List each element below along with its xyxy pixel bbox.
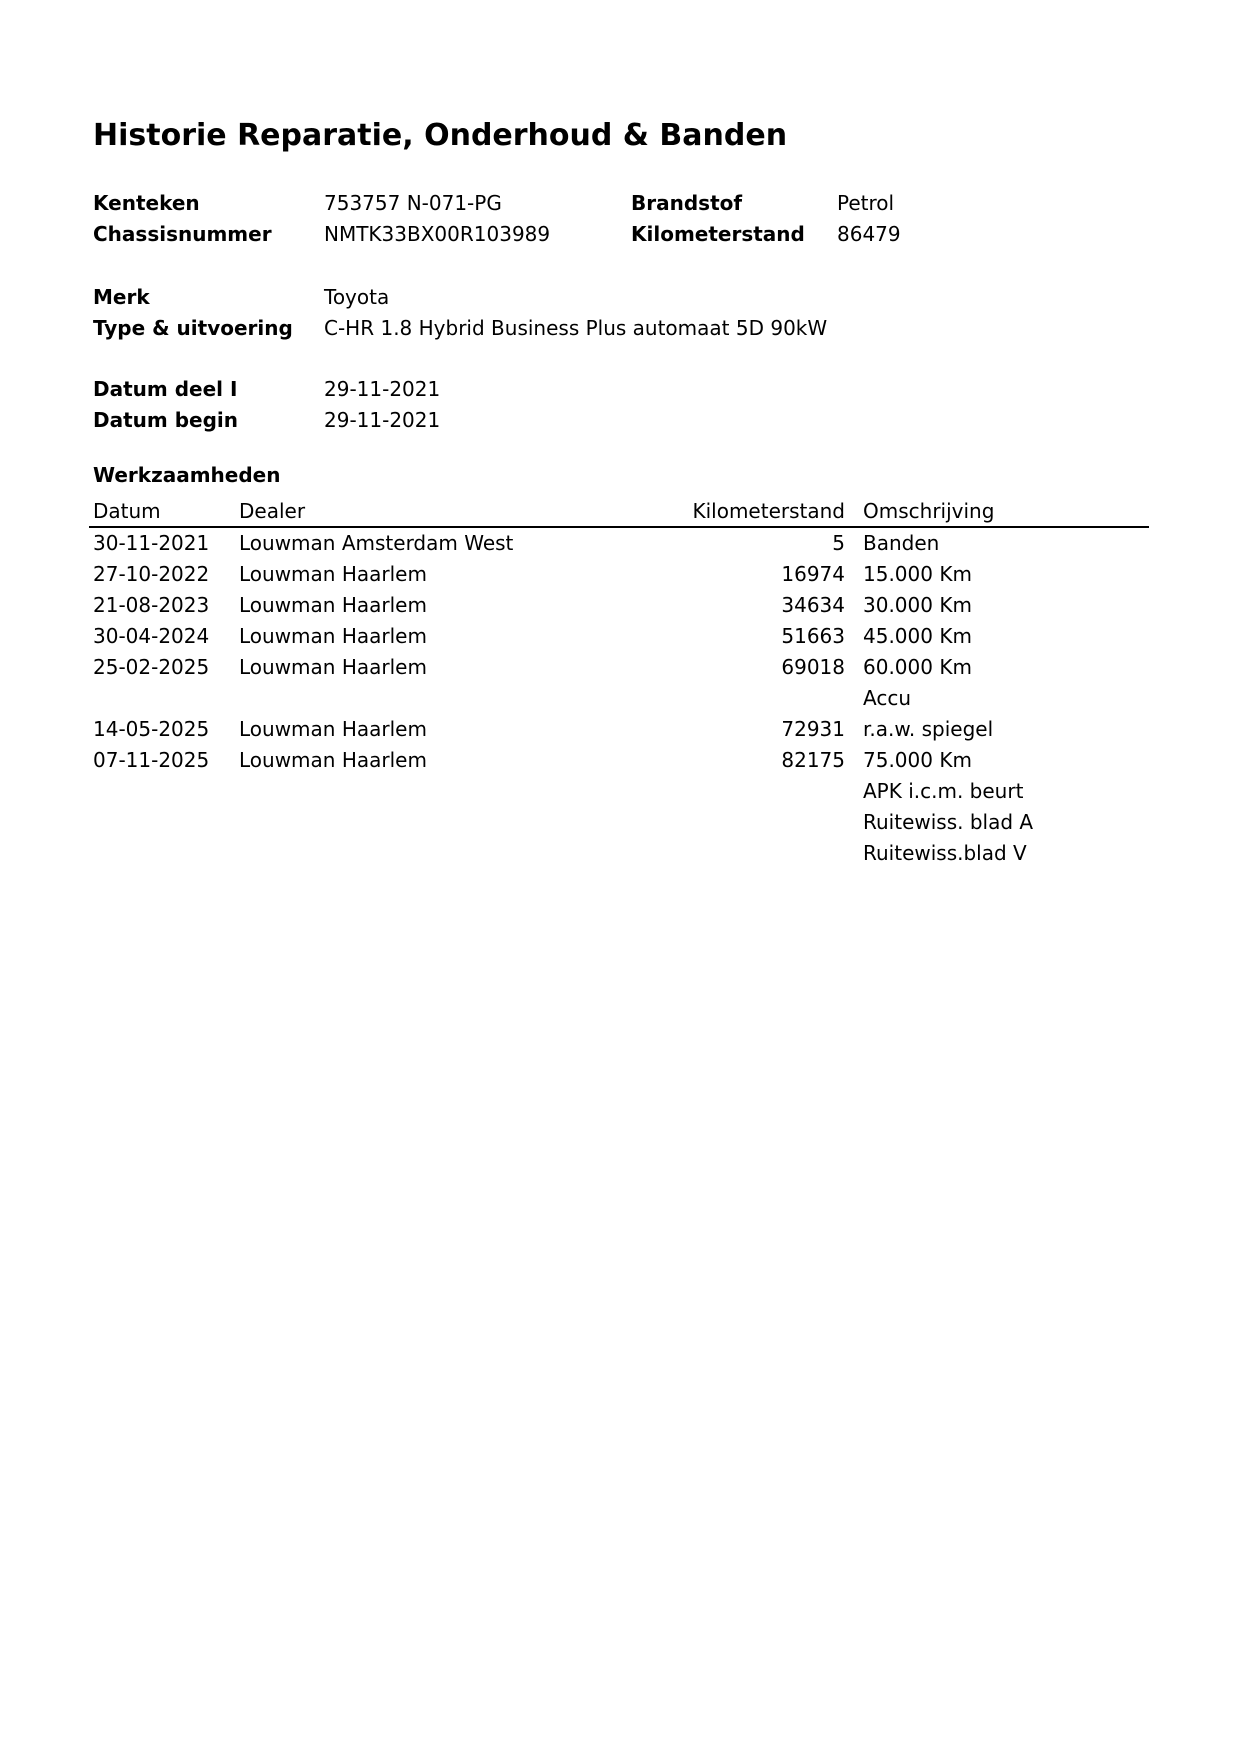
info-row-kenteken <box>0 188 1241 218</box>
brandstof-label: Brandstof <box>631 191 743 215</box>
cell-datum: 25-02-2025 <box>93 655 210 679</box>
cell-datum: 07-11-2025 <box>93 748 210 772</box>
table-row <box>89 838 1149 869</box>
table-row <box>89 683 1149 714</box>
cell-datum: 27-10-2022 <box>93 562 210 586</box>
cell-kilometerstand: 5 <box>832 531 845 555</box>
cell-omschrijving: 30.000 Km <box>863 593 972 617</box>
header-kilometerstand: Kilometerstand <box>692 499 845 523</box>
cell-datum: 30-11-2021 <box>93 531 210 555</box>
cell-datum: 30-04-2024 <box>93 624 210 648</box>
info-row-datum-deel <box>0 374 1241 404</box>
header-dealer: Dealer <box>239 499 306 523</box>
table-header <box>89 496 1149 528</box>
header-omschrijving: Omschrijving <box>863 499 995 523</box>
cell-dealer: Louwman Haarlem <box>239 593 427 617</box>
cell-omschrijving: APK i.c.m. beurt <box>863 779 1024 803</box>
datum-begin-value: 29-11-2021 <box>324 408 441 432</box>
cell-omschrijving: 75.000 Km <box>863 748 972 772</box>
cell-omschrijving: Ruitewiss. blad A <box>863 810 1034 834</box>
table-row <box>89 559 1149 590</box>
table-row <box>89 807 1149 838</box>
kilometerstand-value: 86479 <box>837 222 901 246</box>
werkzaamheden-table <box>89 496 1149 869</box>
cell-dealer: Louwman Haarlem <box>239 562 427 586</box>
type-value: C-HR 1.8 Hybrid Business Plus automaat 5D 90kW <box>324 316 828 340</box>
cell-omschrijving: 60.000 Km <box>863 655 972 679</box>
cell-dealer: Louwman Haarlem <box>239 624 427 648</box>
info-row-chassis <box>0 219 1241 249</box>
cell-dealer: Louwman Haarlem <box>239 655 427 679</box>
table-body <box>89 528 1149 869</box>
kenteken-label: Kenteken <box>93 191 200 215</box>
info-row-type <box>0 313 1241 343</box>
table-row <box>89 528 1149 559</box>
cell-dealer: Louwman Haarlem <box>239 748 427 772</box>
cell-datum: 14-05-2025 <box>93 717 210 741</box>
cell-kilometerstand: 51663 <box>781 624 845 648</box>
cell-omschrijving: Accu <box>863 686 911 710</box>
header-datum: Datum <box>93 499 161 523</box>
cell-datum: 21-08-2023 <box>93 593 210 617</box>
table-row <box>89 745 1149 776</box>
cell-kilometerstand: 69018 <box>781 655 845 679</box>
cell-omschrijving: 45.000 Km <box>863 624 972 648</box>
chassis-value: NMTK33BX00R103989 <box>324 222 551 246</box>
cell-kilometerstand: 34634 <box>781 593 845 617</box>
table-row <box>89 590 1149 621</box>
merk-value: Toyota <box>324 285 390 309</box>
brandstof-value: Petrol <box>837 191 895 215</box>
cell-omschrijving: Banden <box>863 531 940 555</box>
table-row <box>89 776 1149 807</box>
table-row <box>89 652 1149 683</box>
kilometerstand-label: Kilometerstand <box>631 222 805 246</box>
table-row <box>89 621 1149 652</box>
table-row <box>89 714 1149 745</box>
type-label: Type & uitvoering <box>93 316 293 340</box>
cell-omschrijving: r.a.w. spiegel <box>863 717 994 741</box>
datum-deel-value: 29-11-2021 <box>324 377 441 401</box>
chassis-label: Chassisnummer <box>93 222 272 246</box>
cell-dealer: Louwman Haarlem <box>239 717 427 741</box>
info-row-datum-begin <box>0 405 1241 435</box>
cell-omschrijving: 15.000 Km <box>863 562 972 586</box>
datum-begin-label: Datum begin <box>93 408 238 432</box>
info-row-merk <box>0 282 1241 312</box>
cell-dealer: Louwman Amsterdam West <box>239 531 514 555</box>
cell-kilometerstand: 16974 <box>781 562 845 586</box>
page-title: Historie Reparatie, Onderhoud & Banden <box>93 118 788 153</box>
cell-kilometerstand: 82175 <box>781 748 845 772</box>
kenteken-value: 753757 N-071-PG <box>324 191 502 215</box>
werkzaamheden-heading: Werkzaamheden <box>93 463 281 487</box>
cell-kilometerstand: 72931 <box>781 717 845 741</box>
merk-label: Merk <box>93 285 150 309</box>
cell-omschrijving: Ruitewiss.blad V <box>863 841 1027 865</box>
datum-deel-label: Datum deel I <box>93 377 238 401</box>
